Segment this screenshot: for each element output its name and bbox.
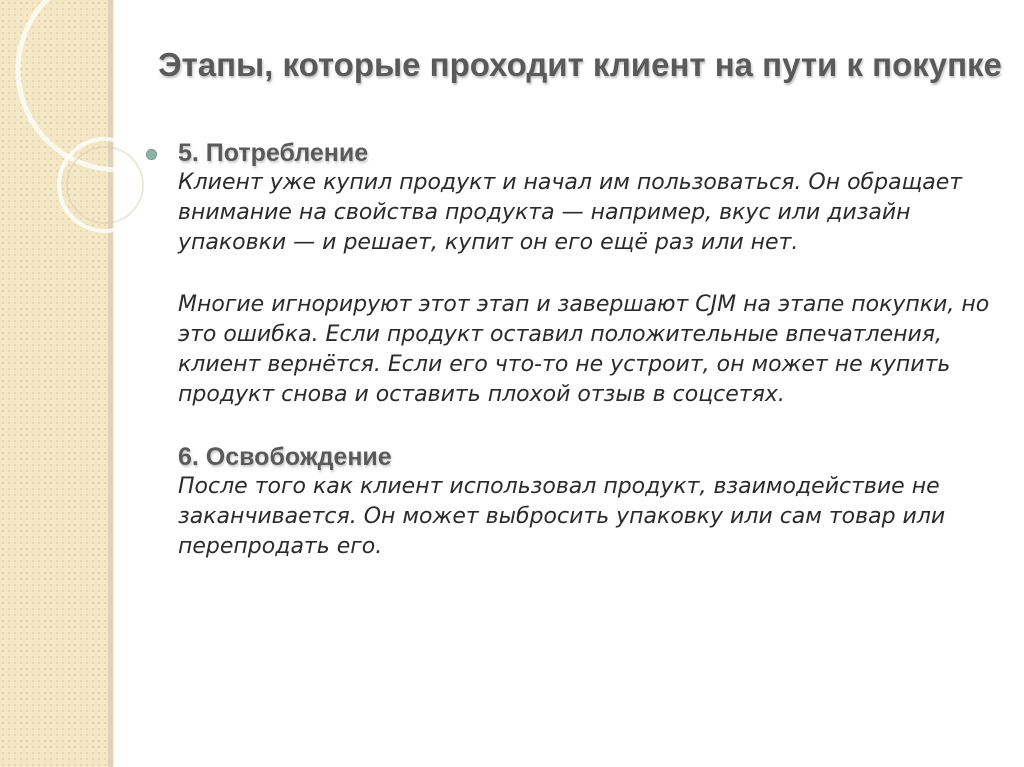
slide-title: Этапы, которые проходит клиент на пути к покупке: [158, 46, 1002, 83]
section-heading-consumption: 5. Потребление: [178, 139, 369, 167]
slide-content: [178, 138, 1008, 562]
consumption-paragraph-2: Многие игнорируют этот этап и завершают CJM на этапе покупки, но это ошибка. Если продукт оставил положительные впечатления, клиент вернётся. Если его что-то не устроит, он может не купить продукт снова и оставить плохой отзыв в соцсетях.: [178, 292, 990, 407]
bullet-icon: [146, 149, 157, 160]
section-heading-release: 6. Освобождение: [178, 443, 392, 471]
spacer: [178, 258, 1008, 290]
spacer: [178, 410, 1008, 442]
release-paragraph-1: После того как клиент использовал продукт, взаимодействие не заканчивается. Он может выбросить упаковку или сам товар или перепродать его.: [178, 474, 946, 559]
consumption-paragraph-1: Клиент уже купил продукт и начал им пользоваться. Он обращает внимание на свойства продукта — например, вкус или дизайн упаковки — и решает, купит он его ещё раз или нет.: [178, 170, 963, 255]
